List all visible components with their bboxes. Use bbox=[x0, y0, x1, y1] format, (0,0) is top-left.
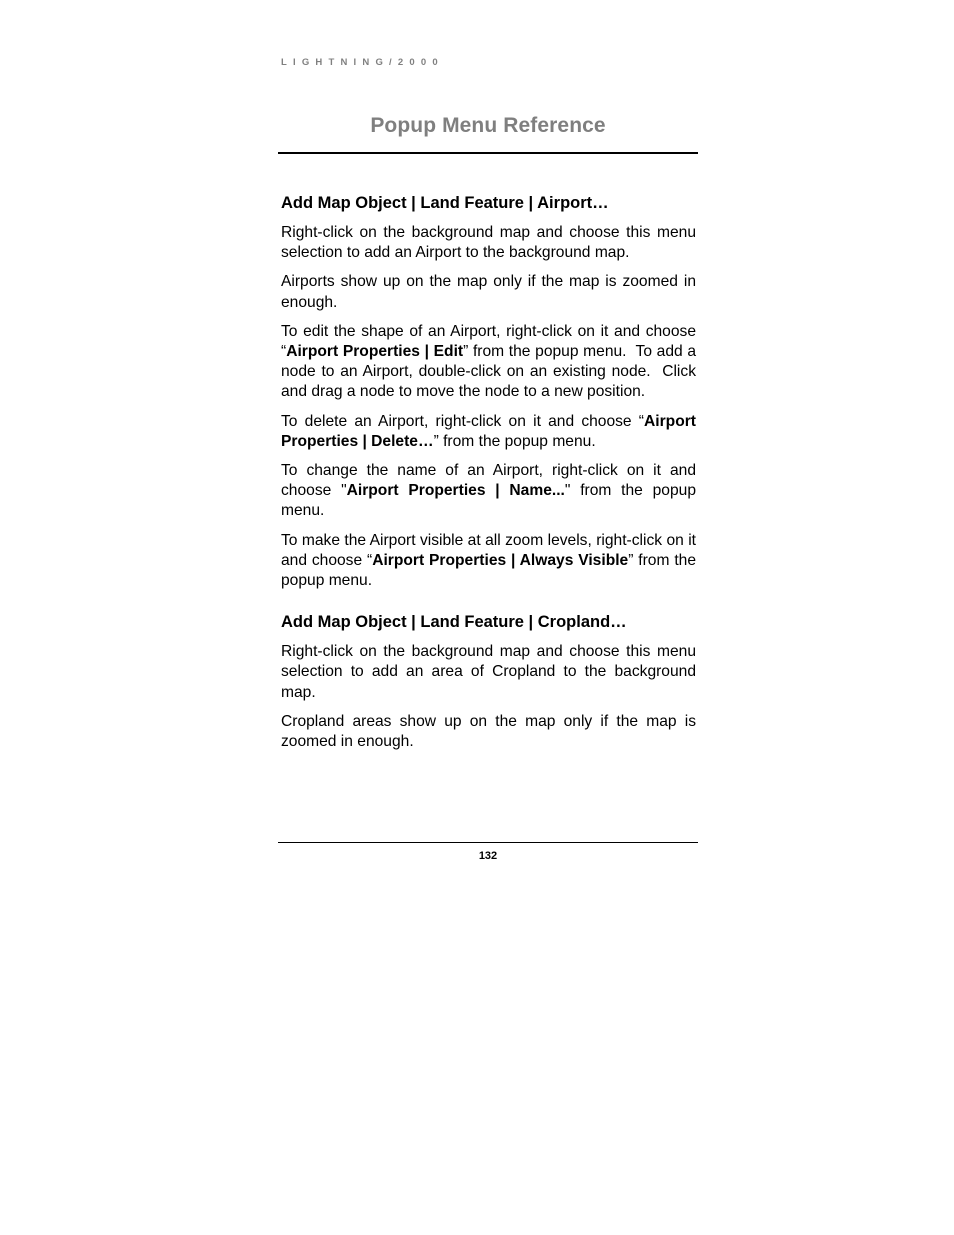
text-run: To change the name of an Airport, right-click on it and choose " bbox=[281, 462, 696, 500]
paragraph bbox=[281, 412, 696, 452]
text-run: To edit the shape of an Airport, right-click on it and choose “ bbox=[281, 322, 696, 361]
text-run: ” from the popup menu. To add a node to an Airport, double-click on an existing node. Click and drag a node to move the node to a new position. bbox=[281, 343, 697, 401]
title-divider bbox=[278, 152, 698, 154]
text-run: To delete an Airport, right-click on it and choose “ bbox=[281, 412, 645, 430]
text-run: " from the popup menu. bbox=[281, 482, 696, 520]
menu-path: Airport Properties | Always Visible bbox=[372, 551, 629, 569]
text-run: To make the Airport visible at all zoom levels, right-click on it and choose “ bbox=[281, 531, 696, 569]
section-heading-cropland: Add Map Object | Land Feature | Cropland… bbox=[281, 613, 627, 632]
menu-path: Airport Properties | Delete… bbox=[281, 412, 696, 450]
page-number: 132 bbox=[478, 850, 498, 862]
paragraph bbox=[281, 322, 696, 403]
menu-path: Airport Properties | Name... bbox=[346, 482, 565, 500]
running-header: LIGHTNING/2000 bbox=[281, 57, 444, 68]
page-title: Popup Menu Reference bbox=[370, 114, 606, 137]
paragraph: Right-click on the background map and choose this menu selection to add an area of Cropland to the background map. bbox=[281, 643, 696, 701]
paragraph bbox=[281, 461, 696, 522]
text-run: ” from the popup menu. bbox=[433, 432, 596, 450]
paragraph: Airports show up on the map only if the map is zoomed in enough. bbox=[281, 273, 696, 311]
paragraph bbox=[281, 531, 696, 592]
menu-path: Airport Properties | Edit bbox=[286, 343, 464, 361]
footer-divider bbox=[278, 842, 698, 843]
section-heading-airport: Add Map Object | Land Feature | Airport… bbox=[281, 194, 609, 212]
paragraph: Right-click on the background map and choose this menu selection to add an Airport to the background map. bbox=[281, 224, 696, 262]
page-content bbox=[281, 192, 696, 761]
text-run: ” from the popup menu. bbox=[281, 551, 696, 590]
paragraph: Cropland areas show up on the map only if the map is zoomed in enough. bbox=[281, 712, 696, 751]
